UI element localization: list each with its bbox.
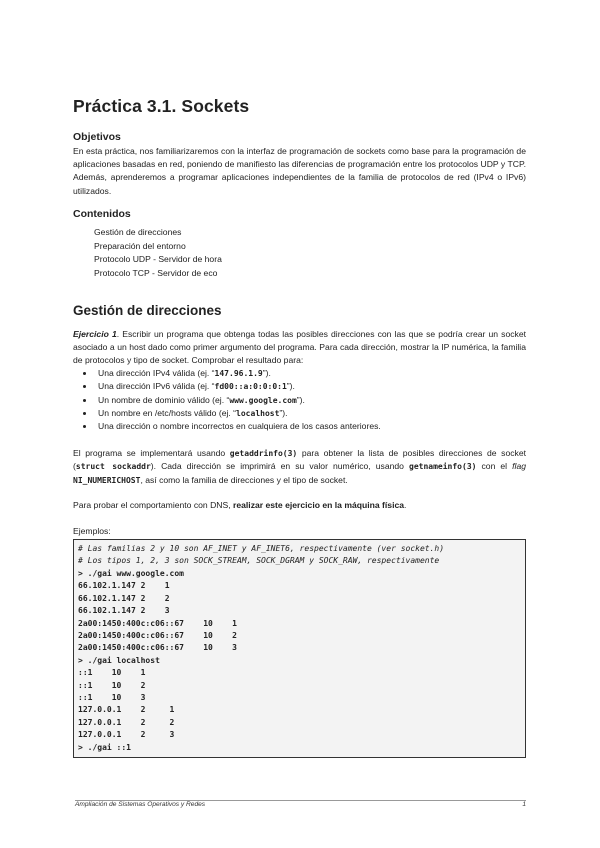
- bullet-text: ”).: [279, 407, 288, 418]
- page-footer: [75, 800, 526, 808]
- contenidos-item: Protocolo UDP - Servidor de hora: [94, 254, 222, 265]
- bullet-item: [95, 407, 526, 420]
- para-text: El programa se implementará usando: [73, 448, 230, 459]
- para-text: ). Cada dirección se imprimirá en su valor numérico, usando: [150, 461, 410, 472]
- code-line: 2a00:1450:400c:c06::67 10 2: [78, 630, 237, 640]
- bullet-text: Un nombre de dominio válido (ej. “: [98, 394, 230, 405]
- code-line: # Los tipos 1, 2, 3 son SOCK_STREAM, SOCK_DGRAM y SOCK_RAW, respectivamente: [78, 556, 440, 566]
- ejercicio-text: . Escribir un programa que obtenga todas las posibles direcciones con las que se podría crear un socket asociado a un host dado como primer argumento del programa. Para cada dirección, mostrar la IP numérica, la familia de protocolos y tipo de socket. Comprobar el resultado para:: [73, 328, 526, 366]
- code-line: 127.0.0.1 2 2: [78, 717, 175, 727]
- bullet-list: [73, 367, 526, 433]
- bullet-text: Una dirección IPv4 válida (ej. “: [98, 368, 215, 379]
- code-line: 127.0.0.1 2 1: [78, 705, 175, 715]
- page-content: [73, 96, 526, 758]
- para-italic: flag: [512, 461, 526, 472]
- bullet-text: Una dirección o nombre incorrectos en cualquiera de los casos anteriores.: [98, 421, 381, 432]
- code-line: 2a00:1450:400c:c06::67 10 1: [78, 618, 237, 628]
- para-text: con el: [476, 461, 513, 472]
- contenidos-item: Preparación del entorno: [94, 240, 186, 251]
- dns-paragraph: [73, 499, 526, 512]
- ejercicio-label: Ejercicio 1: [73, 328, 117, 339]
- bullet-code: www.google.com: [229, 395, 297, 405]
- para-text: .: [404, 499, 407, 510]
- implementation-paragraph: [73, 447, 526, 487]
- para-text: para obtener la lista de posibles direcciones de socket (: [73, 448, 526, 472]
- code-line: 66.102.1.147 2 1: [78, 581, 170, 591]
- ejercicio-paragraph: [73, 328, 526, 368]
- inline-code: getnameinfo(3): [409, 462, 477, 472]
- code-block: [73, 539, 526, 758]
- objetivos-text: En esta práctica, nos familiarizaremos con la interfaz de programación de sockets como base para la programación de aplicaciones basadas en red, poniendo de manifiesto las diferencias de programación entre los protocolos UDP y TCP. Además, aprenderemos a programar aplicaciones independientes de la familia de protocolos de red (IPv4 o IPv6) utilizados.: [73, 146, 526, 196]
- bullet-text: ”).: [296, 394, 305, 405]
- para-bold: realizar este ejercicio en la máquina física: [233, 499, 405, 510]
- inline-code: struct sockaddr: [75, 462, 151, 472]
- bullet-code: fd00::a:0:0:0:1: [214, 382, 287, 392]
- inline-code: getaddrinfo(3): [229, 449, 298, 459]
- contenidos-item: Protocolo TCP - Servidor de eco: [94, 267, 218, 278]
- page-title: Práctica 3.1. Sockets: [73, 96, 250, 116]
- code-line: > ./gai localhost: [78, 655, 160, 665]
- para-text: , así como la familia de direcciones y el tipo de socket.: [140, 474, 348, 485]
- bullet-text: Una dirección IPv6 válida (ej. “: [98, 381, 215, 392]
- objetivos-heading: Objetivos: [73, 131, 121, 143]
- bullet-item: [95, 394, 526, 407]
- bullet-text: ”).: [262, 368, 271, 379]
- bullet-item: [95, 380, 526, 393]
- inline-code: NI_NUMERICHOST: [73, 475, 141, 485]
- code-line: > ./gai www.google.com: [78, 568, 184, 578]
- examples-label: Ejemplos:: [73, 526, 111, 537]
- code-line: 66.102.1.147 2 2: [78, 593, 170, 603]
- code-line: # Las familias 2 y 10 son AF_INET y AF_INET6, respectivamente (ver socket.h): [78, 544, 445, 554]
- code-line: ::1 10 3: [78, 692, 146, 702]
- bullet-text: Un nombre en /etc/hosts válido (ej. “: [98, 407, 237, 418]
- footer-page-number: 1: [522, 801, 526, 808]
- bullet-code: 147.96.1.9: [214, 369, 263, 379]
- contenidos-list: [94, 226, 526, 281]
- code-line: 127.0.0.1 2 3: [78, 730, 175, 740]
- contenidos-heading: Contenidos: [73, 207, 131, 220]
- footer-course: Ampliación de Sistemas Operativos y Redes: [75, 801, 206, 808]
- code-line: > ./gai ::1: [78, 742, 131, 752]
- code-line: ::1 10 2: [78, 680, 146, 690]
- bullet-code: localhost: [236, 408, 280, 418]
- contenidos-item: Gestión de direcciones: [94, 226, 182, 237]
- section-heading: Gestión de direcciones: [73, 302, 222, 318]
- bullet-item: [95, 367, 526, 380]
- bullet-item: [95, 420, 526, 433]
- bullet-text: ”).: [286, 381, 295, 392]
- para-text: Para probar el comportamiento con DNS,: [73, 499, 234, 510]
- code-line: 66.102.1.147 2 3: [78, 606, 170, 616]
- code-line: ::1 10 1: [78, 668, 146, 678]
- code-line: 2a00:1450:400c:c06::67 10 3: [78, 643, 237, 653]
